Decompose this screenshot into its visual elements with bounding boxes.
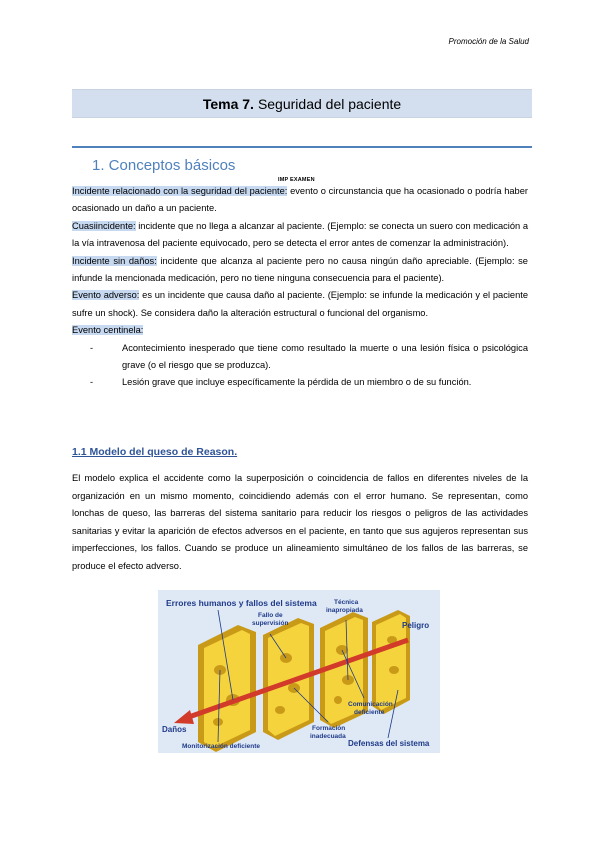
label-damage: Daños bbox=[162, 725, 187, 734]
concept-text: incidente que alcanza al paciente pero no causa ningún daño apreciable. (Ejemplo: se infunde la mencionada medicación, pero no tiene ninguna consecuencia para el paciente). bbox=[72, 255, 528, 284]
list-item: - Acontecimiento inesperado que tiene como resultado la muerte o una lesión física o psicológica grave (o el riesgo que se produzca). bbox=[72, 340, 528, 375]
swiss-cheese-figure bbox=[158, 590, 440, 753]
list-item: - Lesión grave que incluye específicamente la pérdida de un miembro o de su función. bbox=[72, 374, 528, 391]
term-highlight: Incidente relacionado con la seguridad del paciente: bbox=[72, 186, 288, 196]
concept-cuasiincidente bbox=[72, 218, 528, 253]
list-item-text: Acontecimiento inesperado que tiene como resultado la muerte o una lesión física o psicológica grave (o el riesgo que se produzca). bbox=[122, 342, 528, 371]
chapter-title bbox=[72, 89, 532, 118]
label-danger: Peligro bbox=[402, 621, 430, 630]
term-highlight: Incidente sin daños: bbox=[72, 255, 157, 266]
concept-text: es un incidente que causa daño al paciente. (Ejemplo: se infunde la medicación y el paciente sufre un shock). Se considera daño la alteración estructural o funcional del organismo. bbox=[72, 290, 529, 318]
concept-sin-danos bbox=[72, 253, 528, 288]
label-communication: Comunicación deficiente bbox=[348, 701, 393, 716]
term-highlight: Evento adverso: bbox=[72, 290, 140, 301]
cheese-slice-2 bbox=[263, 618, 314, 740]
label-supervision: Fallo de supervisión bbox=[252, 612, 289, 627]
subsection-heading: 1.1 Modelo del queso de Reason. bbox=[72, 446, 238, 458]
cheese-slice-1 bbox=[198, 625, 256, 752]
label-defenses: Defensas del sistema bbox=[348, 739, 430, 748]
label-training: Formación inadecuada bbox=[310, 725, 346, 740]
section-heading: 1. Conceptos básicos bbox=[92, 157, 236, 174]
concepts-block bbox=[72, 183, 528, 392]
term-highlight: Evento centinela: bbox=[72, 325, 144, 336]
label-monitoring: Monitorización deficiente bbox=[182, 743, 261, 750]
term-highlight: Cuasiincidente: bbox=[72, 220, 136, 231]
label-technique: Técnica inapropiada bbox=[326, 599, 363, 614]
reason-paragraph: El modelo explica el accidente como la superposición o coincidencia de fallos en diferentes niveles de la organización en un mismo momento, coincidiendo además con el error humano. Se representan, como lonchas de queso, las barreras del sistema sanitario para reducir los riesgos o peligros de las actividades sanitarias y evitar la aparición de efectos adversos en el paciente, en tanto que sus agujeros representan sus imperfecciones, los fallos. Cuando se produce un alineamiento simultáneo de los fallos de las barreras, se produce el efecto adverso. bbox=[72, 473, 528, 571]
sentinel-list bbox=[72, 340, 528, 392]
concept-incidente bbox=[72, 183, 528, 218]
title-divider bbox=[72, 146, 532, 148]
concept-text: evento o circunstancia que ha ocasionado o podría haber ocasionado un daño a un paciente. bbox=[72, 186, 528, 214]
chapter-title-text: Seguridad del paciente bbox=[257, 95, 402, 112]
concept-evento-centinela bbox=[72, 322, 528, 339]
exam-note: IMP EXAMEN bbox=[278, 177, 315, 183]
running-header: Promoción de la Salud bbox=[448, 37, 529, 46]
swiss-cheese-diagram bbox=[158, 590, 440, 753]
list-item-text: Lesión grave que incluye específicamente la pérdida de un miembro o de su función. bbox=[122, 377, 472, 388]
chapter-number: Tema 7. bbox=[202, 95, 254, 112]
label-human-errors: Errores humanos y fallos del sistema bbox=[166, 598, 317, 608]
concept-evento-adverso bbox=[72, 287, 528, 322]
concept-text: incidente que no llega a alcanzar al paciente. (Ejemplo: se conecta un suero con medicación a la vía intravenosa del paciente equivocado, pero se detecta el error antes de comenzar la administración). bbox=[72, 220, 528, 249]
